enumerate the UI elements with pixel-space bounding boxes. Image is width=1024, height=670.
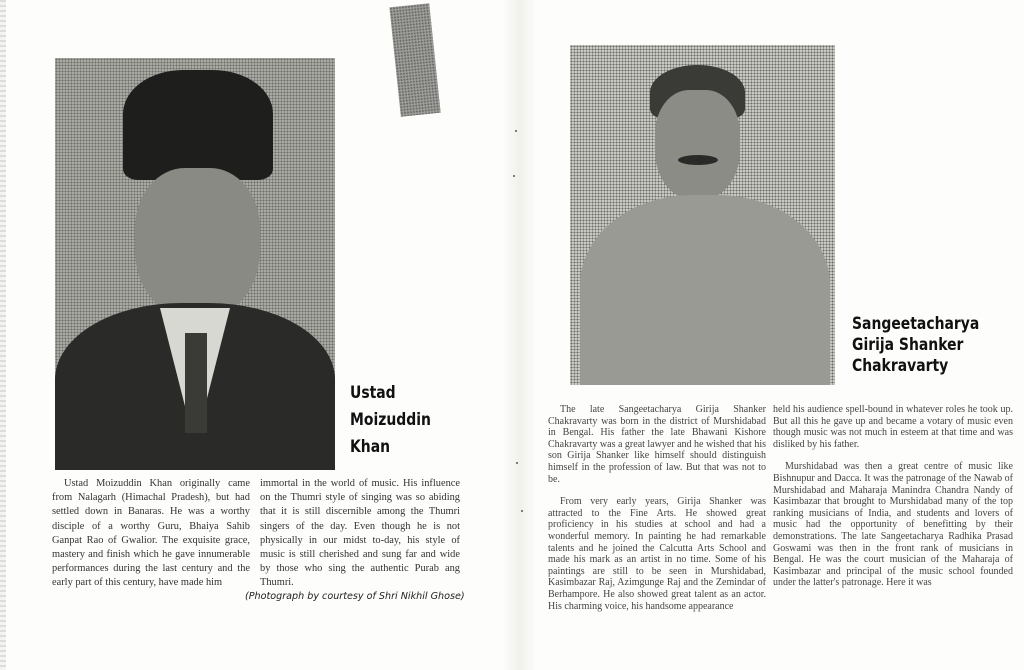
left-column-1 xyxy=(52,477,250,591)
paragraph: Ustad Moizuddin Khan originally came from Nalagarh (Himachal Pradesh), but had settled down in Banaras. He was a worthy disciple of a worthy Guru, Bhaiya Sahib Ganpat Rao of Gwalior. The exquisite grace, mastery and finish which he gave innumerable performances during the last century and the early part of this century, have made him xyxy=(52,478,250,589)
right-column-1 xyxy=(548,404,766,623)
caption-line: Moizuddin xyxy=(350,410,431,430)
page-gutter xyxy=(505,0,535,670)
paragraph: From very early years, Girija Shanker was attracted to the Fine Arts. He showed great proficiency in his studies at school and had a wonderful memory. In painting he had remarkable talents and he joined the Calcutta Arts School and made his mark as an artist in no time. Some of his paintings are still to be seen in Murshidabad, Kasimbazar Raj, Azimgunge Raj and the Zemindar of Berhampore. He also showed great talent as an actor. His charming voice, his handsome appearance xyxy=(548,496,766,612)
paragraph: Murshidabad was then a great centre of music like Bishnupur and Dacca. It was the patronage of the Nawab of Murshidabad and Maharaja Manindra Chandra Nandy of Kasimbazar that brought to Murshidabad many of the top ranking musicians of India, and students and lovers of music had the opportunity of benefitting by their demonstrations. The late Sangeetacharya Radhika Prasad Goswami was then in the front rank of musicians in Bengal. He was the court musician of the Maharaja of Kasimbazar and principal of the music school founded under the latter's patronage. Here it was xyxy=(773,461,1013,589)
caption-line: Ustad xyxy=(350,383,396,403)
portrait-girija-shanker-chakravarty xyxy=(570,45,835,385)
left-column-2 xyxy=(260,477,460,591)
caption-moizuddin-khan xyxy=(350,380,431,461)
scan-speck xyxy=(515,130,517,132)
paragraph: The late Sangeetacharya Girija Shanker Chakravarty was born in the district of Murshidabad in Bengal. His father the late Bhawani Kishore Chakravarty was a great lawyer and he wished that his son Girija Shanker like himself should distinguish himself in the profession of law. But that was not to be. xyxy=(548,404,766,485)
scan-speck xyxy=(521,510,523,512)
caption-line: Khan xyxy=(350,437,391,457)
caption-girija-shanker xyxy=(852,314,979,377)
scan-speck xyxy=(513,175,515,177)
photo-credit: (Photograph by courtesy of Shri Nikhil Ghose) xyxy=(245,591,465,602)
right-column-2 xyxy=(773,404,1013,600)
paragraph: held his audience spell-bound in whatever roles he took up. But all this he gave up and became a votary of music even though music was not much in esteem at that time and was disliked by his father. xyxy=(773,404,1013,450)
paragraph: immortal in the world of music. His influence on the Thumri style of singing was so abiding that it is still discernible among the Thumri singers of the day. Even though he is not physically in our midst to-day, his style of music is still cherished and sung far and wide by those who sing the authentic Purab ang Thumri. xyxy=(260,478,460,589)
portrait-moizuddin-khan xyxy=(55,58,335,470)
caption-line: Chakravarty xyxy=(852,356,949,376)
scan-artifact-strip xyxy=(389,3,440,117)
scan-speck xyxy=(516,462,518,464)
caption-line: Sangeetacharya xyxy=(852,314,980,334)
scan-edge xyxy=(0,0,6,670)
caption-line: Girija Shanker xyxy=(852,335,964,355)
